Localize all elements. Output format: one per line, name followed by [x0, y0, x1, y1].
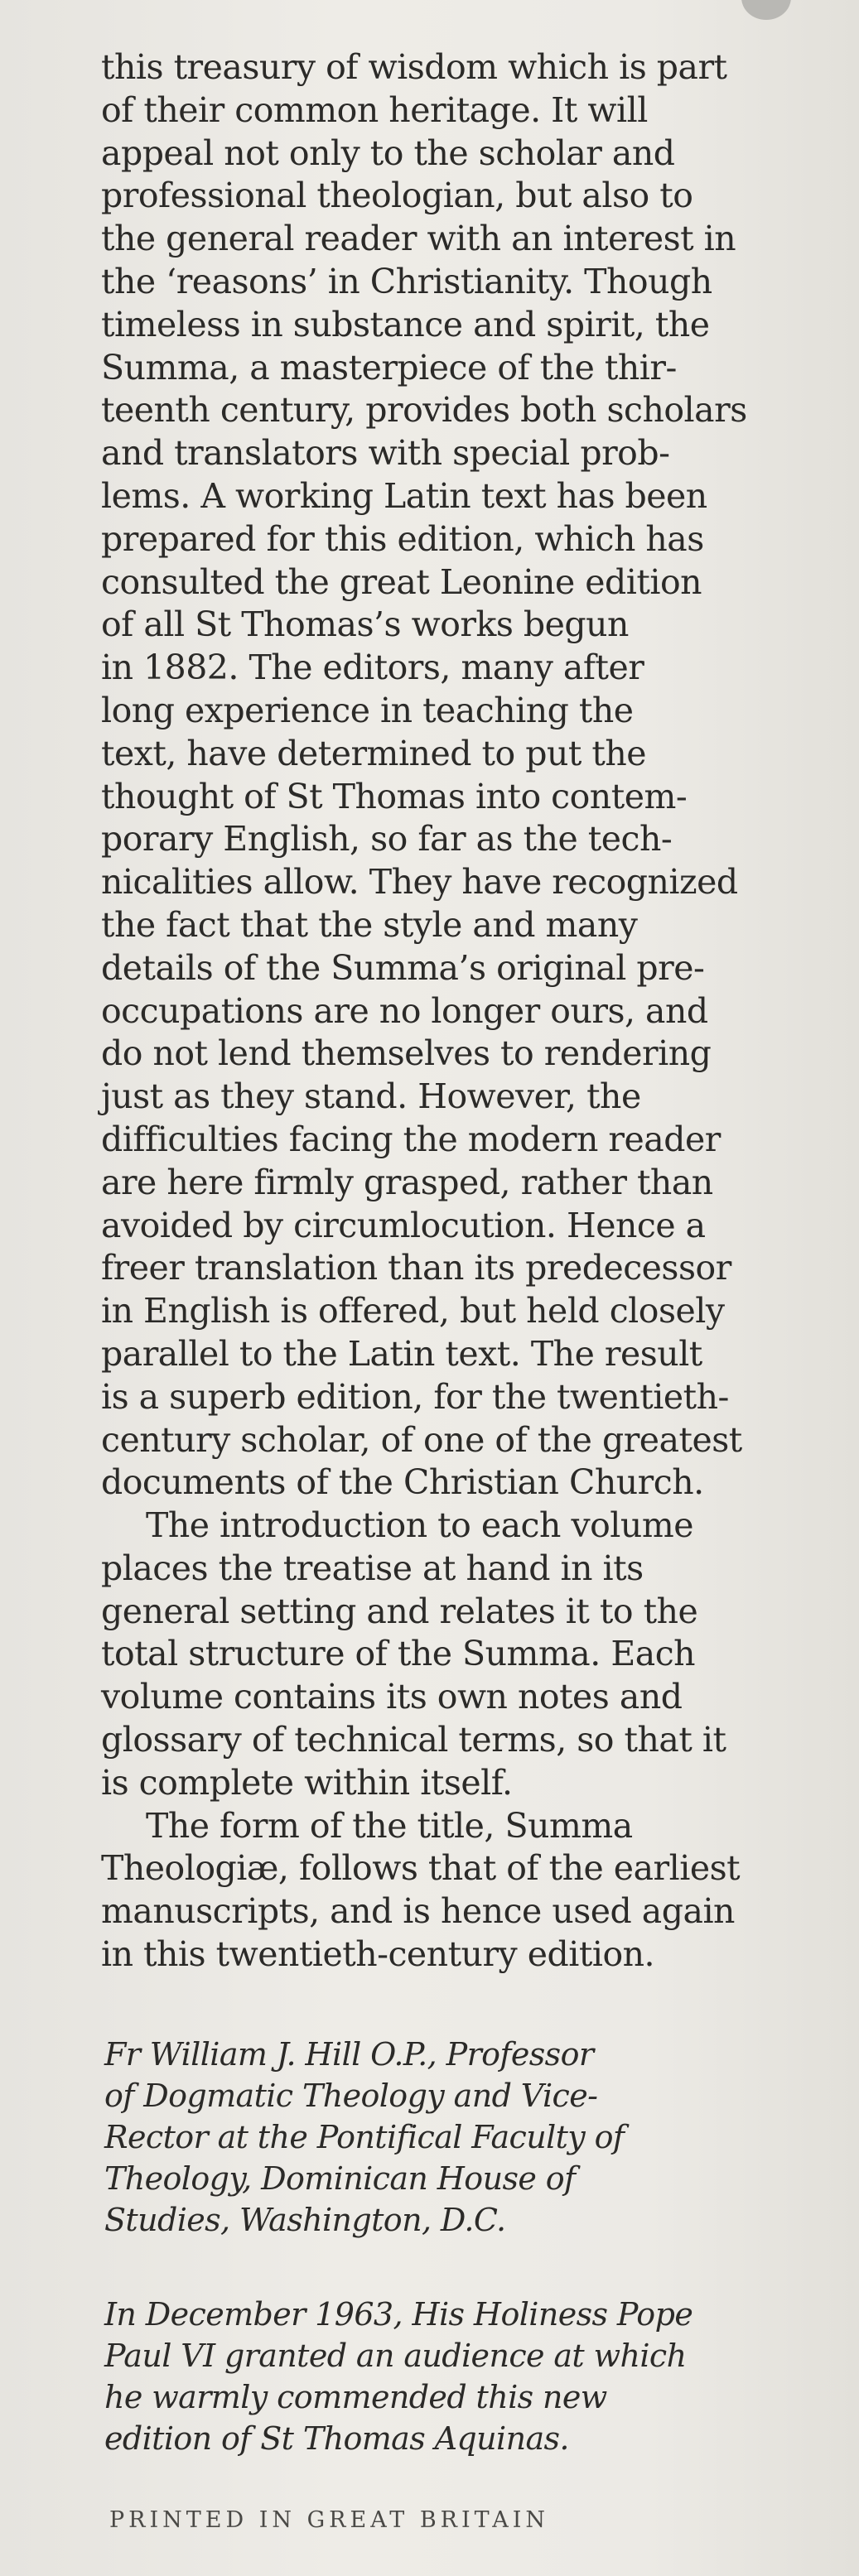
body-line: are here firmly grasped, rather than: [101, 1162, 713, 1202]
body-line: details of the Summa’s original pre-: [101, 947, 705, 988]
body-line: text, have determined to put the: [101, 733, 646, 773]
translator-credit: [104, 2034, 817, 2241]
body-line: teenth century, provides both scholars: [101, 390, 747, 431]
body-line: century scholar, of one of the greatest: [101, 1419, 742, 1460]
body-line: freer translation than its predecessor: [101, 1248, 731, 1288]
body-line: Theologiæ, follows that of the earliest: [101, 1848, 741, 1889]
body-line: is complete within itself.: [101, 1762, 513, 1803]
paragraph-start-line: The form of the title, Summa: [146, 1805, 633, 1846]
body-line: just as they stand. However, the: [101, 1076, 641, 1117]
body-line: nicalities allow. They have recognized: [101, 862, 738, 903]
body-line: professional theologian, but also to: [101, 176, 693, 216]
body-line: total structure of the Summa. Each: [101, 1634, 696, 1674]
body-line: in 1882. The editors, many after: [101, 648, 644, 688]
credit-line: Rector at the Pontifical Faculty of: [104, 2119, 625, 2155]
body-line: timeless in substance and spirit, the: [101, 304, 710, 344]
body-line: long experience in teaching the: [101, 690, 634, 730]
body-line: the ‘reasons’ in Christianity. Though: [101, 261, 712, 301]
body-line: Summa, a masterpiece of the thir-: [101, 347, 677, 388]
body-line: consulted the great Leonine edition: [101, 561, 702, 602]
body-line: volume contains its own notes and: [101, 1677, 683, 1717]
body-line: of all St Thomas’s works begun: [101, 604, 629, 645]
audience-line: In December 1963, His Holiness Pope: [104, 2296, 693, 2333]
credit-line: Fr William J. Hill O.P., Professor: [104, 2036, 594, 2073]
body-line: this treasury of wisdom which is part: [101, 47, 727, 87]
corner-shadow: [741, 0, 791, 20]
paragraph-start-line: The introduction to each volume: [146, 1505, 693, 1546]
body-line: places the treatise at hand in its: [101, 1548, 644, 1588]
body-line: porary English, so far as the tech-: [101, 819, 673, 859]
body-line: and translators with special prob-: [101, 433, 670, 474]
printed-in-footer: PRINTED IN GREAT BRITAIN: [109, 2507, 549, 2533]
body-line: is a superb edition, for the twentieth-: [101, 1376, 729, 1417]
body-line: do not lend themselves to rendering: [101, 1033, 712, 1074]
body-line: of their common heritage. It will: [101, 89, 648, 130]
body-line: parallel to the Latin text. The result: [101, 1333, 702, 1374]
credit-line: Studies, Washington, D.C.: [104, 2202, 506, 2238]
body-line: manuscripts, and is hence used again: [101, 1891, 735, 1932]
audience-line: he warmly commended this new: [104, 2379, 607, 2415]
audience-line: Paul VI granted an audience at which: [104, 2338, 687, 2374]
body-line: the fact that the style and many: [101, 904, 638, 945]
description-text: [101, 46, 813, 1977]
body-line: lems. A working Latin text has been: [101, 475, 707, 516]
body-line: occupations are no longer ours, and: [101, 990, 708, 1031]
body-line: the general reader with an interest in: [101, 219, 736, 259]
credit-line: Theology, Dominican House of: [104, 2160, 576, 2197]
body-line: glossary of technical terms, so that it: [101, 1720, 726, 1760]
body-line: prepared for this edition, which has: [101, 518, 704, 559]
body-line: documents of the Christian Church.: [101, 1462, 704, 1503]
body-line: general setting and relates it to the: [101, 1591, 698, 1631]
body-line: difficulties facing the modern reader: [101, 1119, 721, 1159]
body-line: in English is offered, but held closely: [101, 1291, 725, 1331]
credit-line: of Dogmatic Theology and Vice-: [104, 2078, 598, 2114]
audience-line: edition of St Thomas Aquinas.: [104, 2420, 569, 2457]
papal-audience-note: [104, 2294, 817, 2459]
body-line: in this twentieth-century edition.: [101, 1934, 655, 1975]
body-line: avoided by circumlocution. Hence a: [101, 1205, 706, 1245]
body-line: appeal not only to the scholar and: [101, 132, 675, 173]
body-line: thought of St Thomas into contem-: [101, 776, 688, 816]
